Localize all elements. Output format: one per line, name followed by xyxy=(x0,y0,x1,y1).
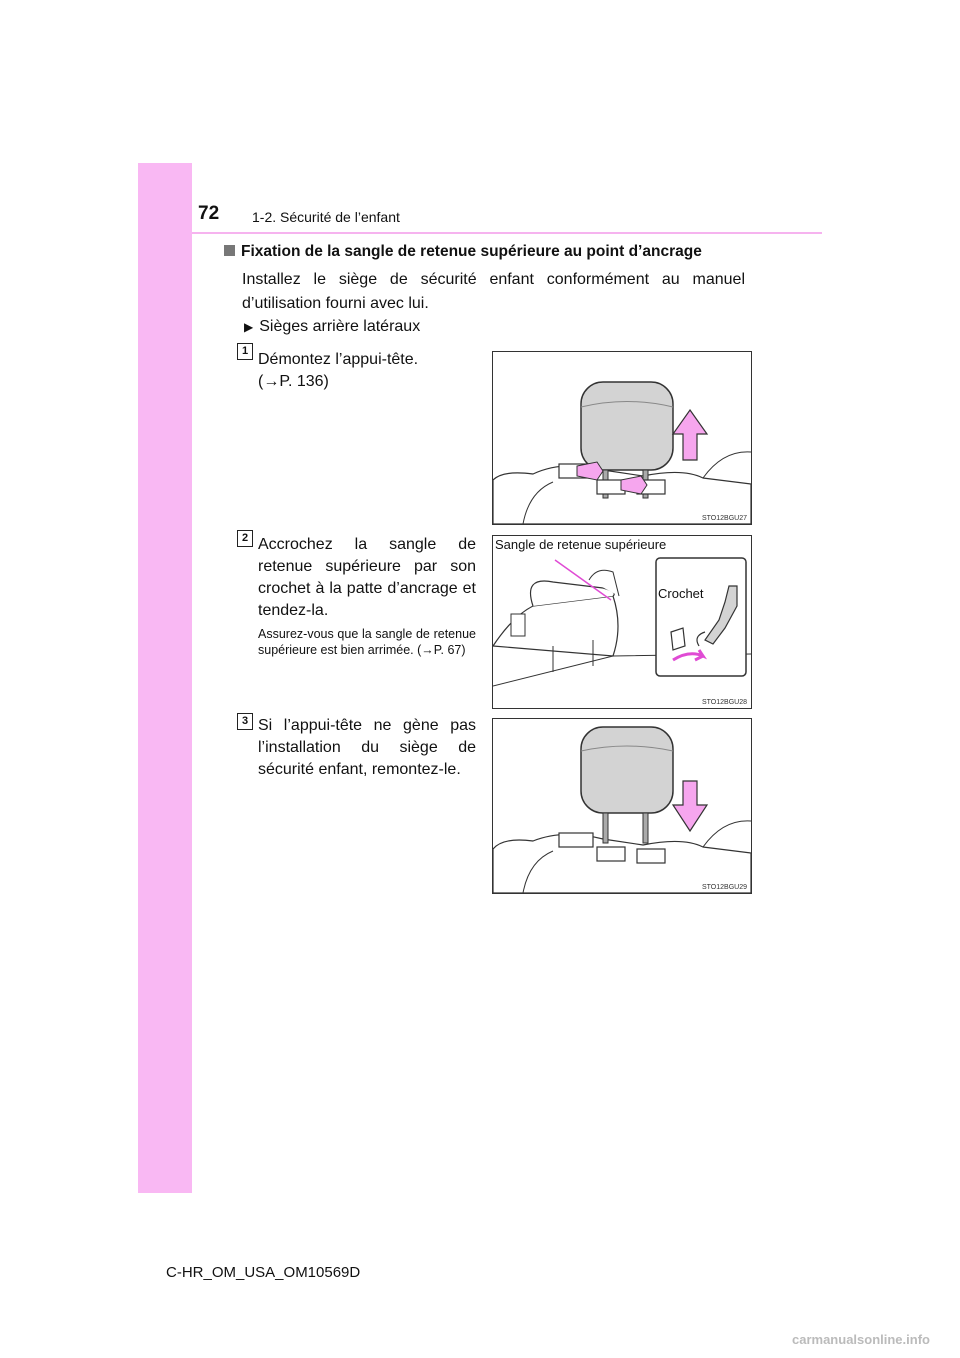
step-3-instruction: Si l’appui-tête ne gène pas l’installation du siège de sécurité enfant, remontez-le. xyxy=(258,717,476,778)
figure-code-2: STO12BGU28 xyxy=(701,699,747,706)
strap-attachment-illustration xyxy=(493,536,751,708)
figure-code-1: STO12BGU27 xyxy=(701,515,747,522)
watermark[interactable]: carmanualsonline.info xyxy=(792,1332,930,1347)
step-1-text xyxy=(258,349,476,393)
side-color-band xyxy=(138,163,192,1193)
label-top-tether-strap: Sangle de retenue supérieure xyxy=(495,537,667,552)
square-bullet-icon xyxy=(224,245,235,256)
step-2-note: Assurez-vous que la sangle de retenue supérieure est bien arrimée. (→P. 67) xyxy=(258,627,476,657)
label-hook: Crochet xyxy=(658,586,704,601)
step-1-reference: (→P. 136) xyxy=(258,373,329,390)
figure-remove-headrest xyxy=(492,351,752,525)
figure-reinstall-headrest xyxy=(492,718,752,894)
footer-code: C-HR_OM_USA_OM10569D xyxy=(166,1264,361,1281)
headrest-install-illustration xyxy=(493,719,751,893)
triangle-bullet-icon: ▶ xyxy=(244,320,254,334)
bullet-item xyxy=(244,318,420,336)
figure-code-3: STO12BGU29 xyxy=(701,884,747,891)
step-2-instruction: Accrochez la sangle de retenue supérieure par son crochet à la patte d’ancrage et tendez-la. xyxy=(258,536,476,619)
chapter-title: 1-2. Sécurité de l’enfant xyxy=(252,209,400,225)
step-number-1: 1 xyxy=(237,343,253,360)
figure-attach-strap xyxy=(492,535,752,709)
bullet-text: Sièges arrière latéraux xyxy=(259,318,421,335)
headrest-removal-illustration xyxy=(493,352,751,524)
section-title-text: Fixation de la sangle de retenue supérieure au point d’ancrage xyxy=(241,243,702,260)
step-number-3: 3 xyxy=(237,713,253,730)
section-title xyxy=(224,243,702,261)
step-1-instruction: Démontez l’appui-tête. xyxy=(258,351,419,368)
header-rule xyxy=(192,232,822,234)
intro-paragraph: Installez le siège de sécurité enfant conformément au manuel d’utilisation fourni avec lui. xyxy=(242,271,745,312)
page-number: 72 xyxy=(198,203,220,224)
step-number-2: 2 xyxy=(237,530,253,547)
